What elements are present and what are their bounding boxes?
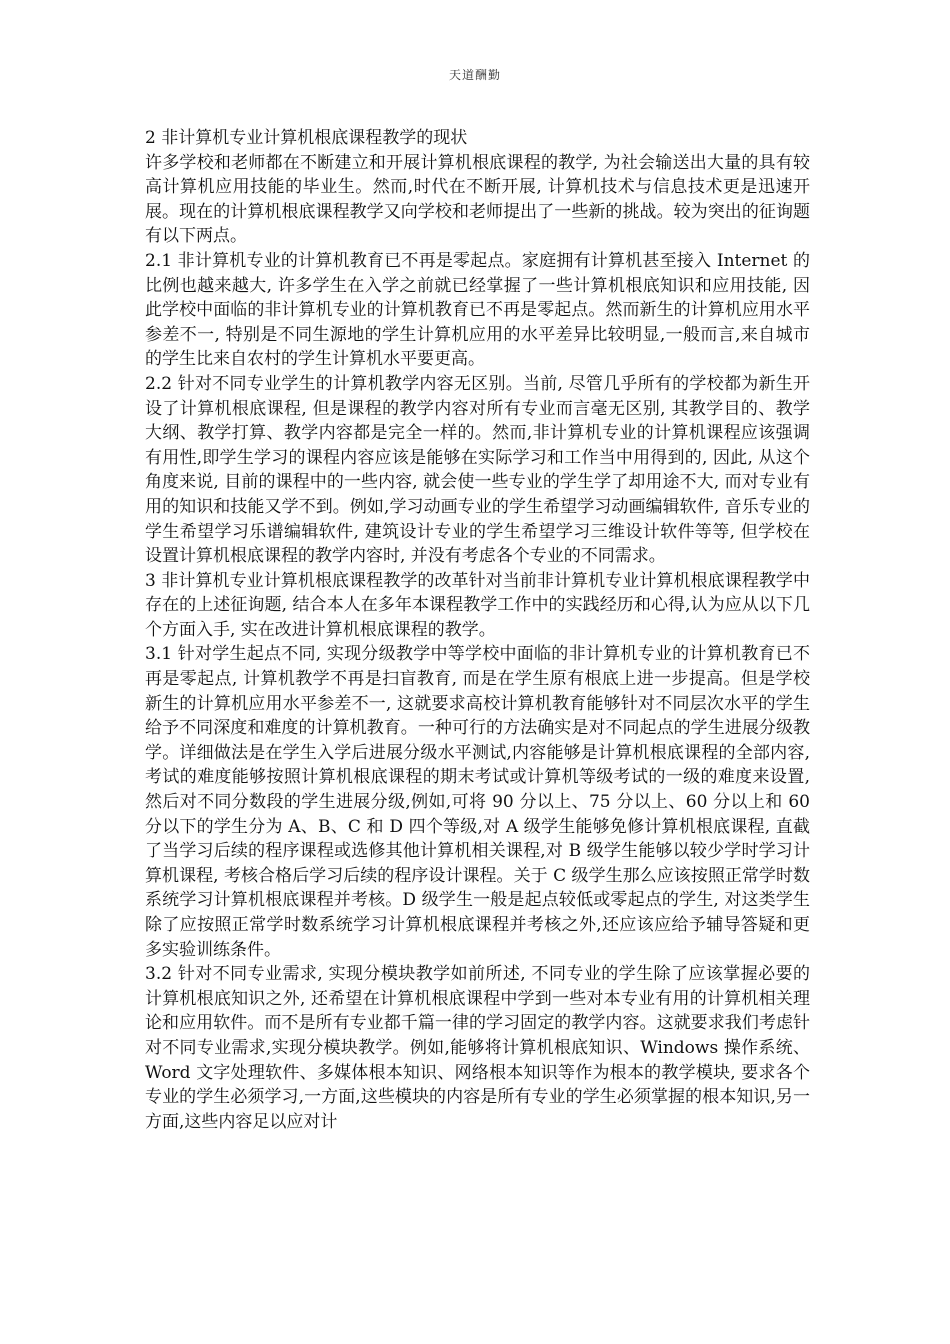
paragraph-2-1: 2.1 非计算机专业的计算机教育已不再是零起点。家庭拥有计算机甚至接入 Internet 的比例也越来越大, 许多学生在入学之前就已经掌握了一些计算机根底知识和应用技能, 因此学校中面临的非计算机专业的计算机教育已不再是零起点。然而新生的计算机应用水平参差不一, 特别是不同生源地的学生计算机应用的水平差异比较明显,一般而言,来自城市的学生比来自农村的学生计算机水平要更高。 [145, 250, 810, 370]
document-body [145, 126, 810, 1134]
paragraph-intro: 许多学校和老师都在不断建立和开展计算机根底课程的教学, 为社会输送出大量的具有较高计算机应用技能的毕业生。然而,时代在不断开展, 计算机技术与信息技术更是迅速开展。现在的计算机根底课程教学又向学校和老师提出了一些新的挑战。较为突出的征询题有以下两点。 [145, 152, 810, 247]
paragraph-3-1: 3.1 针对学生起点不同, 实现分级教学中等学校中面临的非计算机专业的计算机教育已不再是零起点, 计算机教学不再是扫盲教育, 而是在学生原有根底上进一步提高。但是学校新生的计算机应用水平参差不一, 这就要求高校计算机教育能够针对不同层次水平的学生给予不同深度和难度的计算机教育。一种可行的方法确实是对不同起点的学生进展分级教学。详细做法是在学生入学后进展分级水平测试,内容能够是计算机根底课程的全部内容, 考试的难度能够按照计算机根底课程的期末考试或计算机等级考试的一级的难度来设置, 然后对不同分数段的学生进展分级,例如,可将 90 分以上、75 分以上、60 分以上和 60 分以下的学生分为 A、B、C 和 D 四个等级,对 A 级学生能够免修计算机根底课程, 直截了当学习后续的程序课程或选修其他计算机相关课程,对 B 级学生能够以较少学时学习计算机课程, 考核合格后学习后续的程序设计课程。关于 C 级学生那么应该按照正常学时数系统学习计算机根底课程并考核。D 级学生一般是起点较低或零起点的学生, 对这类学生除了应按照正常学时数系统学习计算机根底课程并考核之外,还应该应给予辅导答疑和更多实验训练条件。 [145, 644, 810, 960]
page-header: 天道酬勤 [448, 68, 501, 82]
paragraph-3-2: 3.2 针对不同专业需求, 实现分模块教学如前所述, 不同专业的学生除了应该掌握必要的计算机根底知识之外, 还希望在计算机根底课程中学到一些对本专业有用的计算机相关理论和应用软件。而不是所有专业都千篇一律的学习固定的教学内容。这就要求我们考虑针对不同专业需求,实现分模块教学。例如,能够将计算机根底知识、Windows 操作系统、Word 文字处理软件、多媒体根本知识、网络根本知识等作为根本的教学模块, 要求各个专业的学生必须学习,一方面,这些模块的内容是所有专业的学生必须掌握的根本知识,另一方面,这些内容足以应对计 [145, 964, 810, 1132]
section-heading-2: 2 非计算机专业计算机根底课程教学的现状 [145, 128, 468, 148]
paragraph-3: 3 非计算机专业计算机根底课程教学的改革针对当前非计算机专业计算机根底课程教学中存在的上述征询题, 结合本人在多年本课程教学工作中的实践经历和心得,认为应从以下几个方面入手, 实在改进计算机根底课程的教学。 [145, 570, 810, 640]
paragraph-2-2: 2.2 针对不同专业学生的计算机教学内容无区别。当前, 尽管几乎所有的学校都为新生开设了计算机根底课程, 但是课程的教学内容对所有专业而言毫无区别, 其教学目的、教学大纲、教学打算、教学内容都是完全一样的。然而,非计算机专业的计算机课程应该强调有用性,即学生学习的课程内容应该是能够在实际学习和工作当中用得到的, 因此, 从这个角度来说, 目前的课程中的一些内容, 就会使一些专业的学生学了却用途不大, 而对专业有用的知识和技能又学不到。例如,学习动画专业的学生希望学习动画编辑软件, 音乐专业的学生希望学习乐谱编辑软件, 建筑设计专业的学生希望学习三维设计软件等等, 但学校在设置计算机根底课程的教学内容时, 并没有考虑各个专业的不同需求。 [145, 373, 810, 567]
